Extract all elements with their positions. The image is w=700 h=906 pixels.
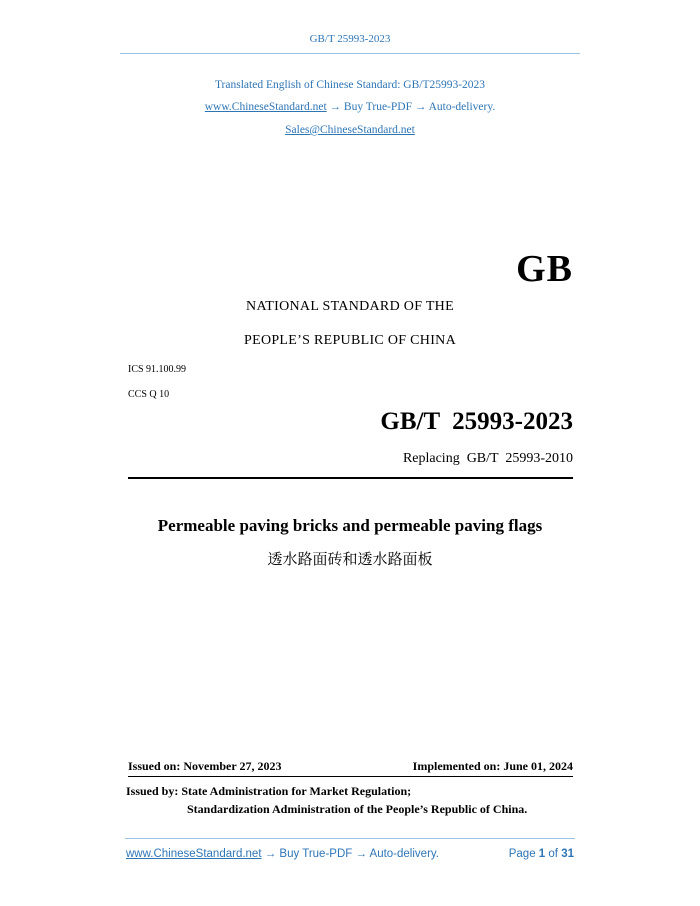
promo-line: Translated English of Chinese Standard: GB/T25993-2023 — [214, 79, 486, 91]
title-divider — [128, 477, 573, 479]
standard-number: GB/T 25993-2023 — [380, 408, 573, 435]
email-link[interactable]: Sales@ChineseStandard.net — [285, 124, 415, 136]
issuer-line1: Issued by: State Administration for Market Regulation; — [126, 784, 412, 798]
header-divider — [120, 53, 580, 54]
email-line — [0, 124, 700, 136]
footer-divider — [125, 838, 575, 839]
implemented-date: Implemented on: June 01, 2024 — [412, 759, 573, 773]
page-number: 1 — [538, 848, 546, 860]
promo-text: → Buy True-PDF → Auto-delivery. — [326, 101, 496, 113]
document-title-chinese: 透水路面砖和透水路面板 — [267, 550, 433, 568]
running-header: GB/T 25993-2023 — [309, 33, 391, 45]
ics-code: ICS 91.100.99 — [128, 364, 187, 375]
of-label: of — [548, 848, 558, 860]
page-footer — [126, 848, 574, 860]
dates-divider — [128, 776, 573, 777]
issuer-line2: Standardization Administration of the People’s Republic of China. — [187, 802, 528, 816]
site-link[interactable]: www.ChineseStandard.net — [204, 101, 327, 113]
footer-text: → Buy True-PDF → Auto-delivery. — [261, 848, 439, 860]
page-label: Page — [508, 848, 536, 860]
replacing-note: Replacing GB/T 25993-2010 — [402, 451, 573, 466]
document-title: Permeable paving bricks and permeable paving flags — [157, 516, 543, 535]
page-total: 31 — [561, 848, 574, 860]
footer-site-link[interactable]: www.ChineseStandard.net — [126, 848, 262, 860]
national-standard-line2: PEOPLE’S REPUBLIC OF CHINA — [244, 333, 456, 348]
ccs-code: CCS Q 10 — [128, 389, 170, 400]
promo-link-line — [0, 101, 700, 113]
page-indicator — [509, 848, 574, 860]
national-standard-line1: NATIONAL STANDARD OF THE — [246, 299, 454, 314]
gb-mark: GB — [516, 248, 573, 290]
issued-date: Issued on: November 27, 2023 — [128, 759, 282, 773]
